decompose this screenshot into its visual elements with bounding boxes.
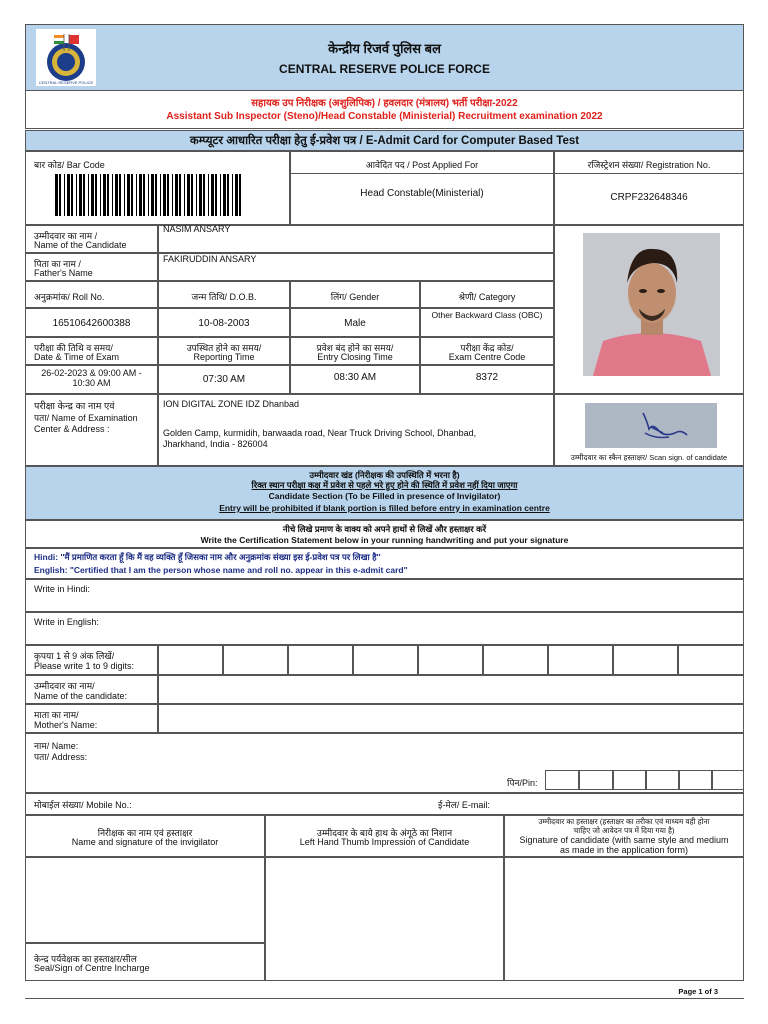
- centre-code-label-en: Exam Centre Code: [448, 352, 526, 362]
- invigilator-label-en: Name and signature of the invigilator: [71, 837, 219, 847]
- centre-address-l1: Golden Camp, kurmidih, barwaada road, Near Truck Driving School, Dhanbad,: [163, 428, 477, 438]
- digit-box[interactable]: [548, 645, 613, 675]
- statement-line2: Write the Certification Statement below in your running handwriting and put your signature: [200, 535, 569, 545]
- barcode-bar: [227, 174, 229, 216]
- barcode-bar: [112, 174, 113, 216]
- superintendent-box[interactable]: [25, 943, 265, 981]
- statement-hindi: Hindi: ''मैं प्रमाणित करता हूँ कि मैं वह व्यक्ति हूँ जिसका नाम और अनुक्रमांक संख्या इस ई-प्रवेश पत्र पर लिखा है'': [34, 552, 381, 562]
- cand-name-field[interactable]: [158, 675, 744, 704]
- dob-label-cell: [158, 281, 290, 308]
- barcode-bar: [83, 174, 85, 216]
- gender-label-cell: [290, 281, 420, 308]
- pin-label: पिन/Pin:: [507, 778, 538, 788]
- registration-cell: [554, 151, 744, 225]
- candidate-section-banner: [25, 466, 744, 520]
- category-label: श्रेणी/ Category: [458, 292, 516, 302]
- digits-label-hi: कृपया 1 से 9 अंक लिखें/: [34, 651, 115, 661]
- father-name: FAKIRUDDIN ANSARY: [163, 254, 257, 264]
- section-line2: रिक्त स्थान परीक्षा कक्ष में प्रवेश से पहले भरे हुए होने की स्थिति में प्रवेश नहीं दिया जाएगा: [251, 479, 518, 490]
- write-english-field[interactable]: [25, 612, 744, 645]
- cand-name-label-en: Name of the candidate:: [34, 691, 128, 701]
- address-label-l2: पता/ Name of Examination: [34, 413, 138, 423]
- exam-title-hindi: सहायक उप निरीक्षक (अशुलिपिक) / हवलदार (मंत्रालय) भर्ती परीक्षा-2022: [251, 98, 518, 109]
- digit-box[interactable]: [613, 645, 678, 675]
- closing-label-en: Entry Closing Time: [317, 352, 393, 362]
- centre-code-value-cell: [420, 365, 554, 394]
- write-english-label: Write in English:: [34, 617, 99, 627]
- cand-sign-label-en1: Signature of candidate (with same style and medium: [519, 835, 729, 845]
- section-line4: Entry will be prohibited if blank portion is filled before entry in examination centre: [219, 502, 550, 513]
- barcode-bar: [88, 174, 89, 216]
- title-hindi: केन्द्रीय रिजर्व पुलिस बल: [328, 41, 441, 56]
- barcode-bar: [103, 174, 106, 216]
- barcode-bar: [139, 174, 142, 216]
- post-label: आवेदित पद / Post Applied For: [365, 160, 479, 170]
- centre-name: ION DIGITAL ZONE IDZ Dhanbad: [163, 399, 300, 409]
- cand-sign-label-hi1: उम्मीदवार का हस्ताक्षर (हस्ताक्षर का तरीका एवं माध्यम वही होना: [538, 817, 710, 826]
- barcode-bar: [115, 174, 118, 216]
- digit-box[interactable]: [483, 645, 548, 675]
- reporting-value-cell: [158, 365, 290, 394]
- barcode-bar: [160, 174, 161, 216]
- gender-label: लिंग/ Gender: [330, 292, 380, 302]
- reporting-label-hi: उपस्थित होने का समय/: [186, 343, 262, 353]
- thumb-impression-box[interactable]: [265, 857, 504, 981]
- barcode-bar: [151, 174, 154, 216]
- barcode-bar: [179, 174, 181, 216]
- date-value-cell: [25, 365, 158, 394]
- barcode-bar: [119, 174, 121, 216]
- mother-field[interactable]: [158, 704, 744, 733]
- reporting-label-en: Reporting Time: [193, 352, 255, 362]
- barcode-bar: [79, 174, 82, 216]
- superintendent-label-hi: केन्द्र पर्यवेक्षक का हस्ताक्षर/सील: [34, 954, 137, 964]
- reporting-time: 07:30 AM: [202, 374, 246, 385]
- mother-label-hi: माता का नाम/: [34, 710, 79, 720]
- statement-header: [25, 520, 744, 548]
- closing-time: 08:30 AM: [333, 372, 377, 383]
- write-hindi-field[interactable]: [25, 579, 744, 612]
- name-label-cell: [25, 225, 158, 253]
- statement-text: [25, 548, 744, 579]
- digit-box[interactable]: [418, 645, 483, 675]
- name-addr-label-l1: नाम/ Name:: [34, 741, 79, 751]
- barcode-bar: [76, 174, 77, 216]
- digit-box[interactable]: [223, 645, 288, 675]
- roll-number: 16510642600388: [52, 318, 131, 329]
- roll-label-cell: [25, 281, 158, 308]
- candidate-sign-header: [504, 815, 744, 857]
- section-line3: Candidate Section (To be Filled in presence of Invigilator): [268, 491, 501, 501]
- barcode-bar: [191, 174, 193, 216]
- address-label-l3: Center & Address :: [34, 424, 110, 434]
- barcode-bar: [223, 174, 226, 216]
- pin-digit-box[interactable]: [712, 770, 744, 790]
- barcode-bar: [124, 174, 125, 216]
- cand-name-label-hi: उम्मीदवार का नाम/: [34, 681, 95, 691]
- write-hindi-label: Write in Hindi:: [34, 584, 90, 594]
- pin-digit-box[interactable]: [679, 770, 712, 790]
- invigilator-header: [25, 815, 265, 857]
- digit-box[interactable]: [288, 645, 353, 675]
- name-label-en: Name of the Candidate: [34, 240, 127, 250]
- category-value-cell: [420, 308, 554, 337]
- barcode-bar: [59, 174, 61, 216]
- pin-digit-box[interactable]: [613, 770, 646, 790]
- centre-code: 8372: [475, 372, 499, 383]
- digit-box[interactable]: [158, 645, 223, 675]
- centre-code-label-cell: [420, 337, 554, 365]
- barcode-bar: [95, 174, 97, 216]
- closing-value-cell: [290, 365, 420, 394]
- pin-digit-box[interactable]: [579, 770, 613, 790]
- registration-label: रजिस्ट्रेशन संख्या/ Registration No.: [587, 160, 711, 170]
- dob-value: 10-08-2003: [198, 318, 250, 329]
- barcode-bar: [155, 174, 157, 216]
- barcode-bar: [67, 174, 70, 216]
- date-label-en: Date & Time of Exam: [34, 352, 120, 362]
- scan-sign-label: उम्मीदवार का स्कैन हस्ताक्षर/ Scan sign. of candidate: [570, 453, 728, 462]
- barcode-bar: [239, 174, 241, 216]
- dob-label: जन्म तिथि/ D.O.B.: [191, 292, 257, 302]
- exam-title: [25, 91, 744, 129]
- admit-card-title: कम्प्यूटर आधारित परीक्षा हेतु ई-प्रवेश पत्र / E-Admit Card for Computer Based Test: [25, 130, 744, 151]
- barcode-bar: [175, 174, 178, 216]
- exam-date-line2: 10:30 AM: [72, 378, 111, 388]
- barcode-bar: [235, 174, 238, 216]
- barcode-bar: [220, 174, 221, 216]
- cand-name-label-cell: [25, 675, 158, 704]
- thumb-label-en: Left Hand Thumb Impression of Candidate: [299, 837, 470, 847]
- logo-text: CENTRAL RESERVE POLICE: [38, 80, 94, 85]
- digit-box[interactable]: [678, 645, 744, 675]
- barcode-bar: [143, 174, 145, 216]
- section-line1: उम्मीदवार खंड (निरीक्षक की उपस्थिति में भरना है): [309, 470, 460, 480]
- closing-label-cell: [290, 337, 420, 365]
- barcode-bar: [148, 174, 149, 216]
- invigilator-sign-box[interactable]: [25, 857, 265, 943]
- address-label-cell: [25, 394, 158, 466]
- barcode-bar: [196, 174, 197, 216]
- date-label-hi: परीक्षा की तिथि व समय/: [34, 343, 113, 353]
- barcode-bar: [232, 174, 233, 216]
- address-value-cell: [158, 394, 554, 466]
- address-label-l1: परीक्षा केन्द्र का नाम एवं: [34, 401, 115, 412]
- pin-digit-box[interactable]: [646, 770, 679, 790]
- scanned-signature: [585, 403, 717, 448]
- barcode-bar: [187, 174, 190, 216]
- gender-value-cell: [290, 308, 420, 337]
- barcode-label: बार कोड/ Bar Code: [34, 160, 105, 170]
- barcode-bar: [167, 174, 169, 216]
- father-label-cell: [25, 253, 158, 281]
- barcode-bar: [64, 174, 65, 216]
- thumb-header: [265, 815, 504, 857]
- digit-box[interactable]: [353, 645, 418, 675]
- exam-date-line1: 26-02-2023 & 09:00 AM -: [41, 368, 142, 378]
- crpf-logo-icon: [36, 29, 96, 86]
- roll-label: अनुक्रमांक/ Roll No.: [34, 292, 105, 302]
- gender-value: Male: [344, 318, 366, 329]
- cand-sign-label-en2: as made in the application form): [559, 845, 689, 855]
- name-value-cell: [158, 225, 554, 253]
- father-label-hi: पिता का नाम /: [34, 259, 81, 269]
- reporting-label-cell: [158, 337, 290, 365]
- category-label-cell: [420, 281, 554, 308]
- barcode-bar: [184, 174, 185, 216]
- mother-label-cell: [25, 704, 158, 733]
- name-addr-label-l2: पता/ Address:: [34, 752, 88, 762]
- barcode-bar: [131, 174, 133, 216]
- barcode-bar: [71, 174, 73, 216]
- invigilator-label-hi: निरीक्षक का नाम एवं हस्ताक्षर: [97, 828, 193, 838]
- barcode-bar: [100, 174, 101, 216]
- digits-label-cell: [25, 645, 158, 675]
- barcode-bar: [172, 174, 173, 216]
- name-label-hi: उम्मीदवार का नाम /: [34, 231, 98, 241]
- digits-label-en: Please write 1 to 9 digits:: [34, 661, 135, 671]
- barcode-bar: [107, 174, 109, 216]
- barcode-bar: [91, 174, 94, 216]
- post-cell: [290, 151, 554, 225]
- page-header: [25, 24, 744, 91]
- closing-label-hi: प्रवेश बंद होने का समय/: [316, 343, 394, 353]
- date-label-cell: [25, 337, 158, 365]
- signature-image: [585, 403, 717, 448]
- mobile-email-row[interactable]: [25, 793, 744, 815]
- father-label-en: Father's Name: [34, 268, 93, 278]
- barcode-bar: [211, 174, 214, 216]
- barcode-bar: [199, 174, 202, 216]
- candidate-photo: [583, 233, 720, 376]
- cand-sign-label-hi2: चाहिए जो आवेदन पत्र में दिया गया है): [573, 826, 675, 835]
- mobile-label: मोबाईल संख्या/ Mobile No.:: [34, 800, 132, 810]
- barcode-bar: [203, 174, 205, 216]
- barcode-bar: [55, 174, 58, 216]
- roll-value-cell: [25, 308, 158, 337]
- thumb-label-hi: उम्मीदवार के बाये हाथ के अंगूठे का निशान: [316, 828, 453, 838]
- centre-address-l2: Jharkhand, India - 826004: [163, 439, 268, 449]
- email-label: ई-मेल/ E-mail:: [438, 800, 490, 810]
- photo-image: [583, 233, 720, 376]
- barcode-bar: [163, 174, 166, 216]
- father-value-cell: [158, 253, 554, 281]
- barcode-bar: [127, 174, 130, 216]
- barcode-bar: [215, 174, 217, 216]
- barcode-bar: [208, 174, 209, 216]
- candidate-sign-box[interactable]: [504, 857, 744, 981]
- statement-english: English: "Certified that I am the person whose name and roll no. appear in this e-admit card": [34, 565, 408, 575]
- post-value: Head Constable(Ministerial): [360, 188, 484, 199]
- superintendent-label-en: Seal/Sign of Centre Incharge: [34, 963, 150, 973]
- barcode-bar: [136, 174, 137, 216]
- title-english: CENTRAL RESERVE POLICE FORCE: [279, 62, 490, 76]
- centre-code-label-hi: परीक्षा केंद्र कोड/: [460, 343, 514, 353]
- dob-value-cell: [158, 308, 290, 337]
- page-number: Page 1 of 3: [678, 987, 718, 996]
- pin-digit-box[interactable]: [545, 770, 579, 790]
- barcode-image: [55, 174, 241, 216]
- candidate-name: NASIM ANSARY: [163, 224, 231, 234]
- statement-line1: नीचे लिखे प्रमाण के वाक्य को अपने हाथों से लिखें और हस्ताक्षर करें: [282, 524, 487, 534]
- category-value: Other Backward Class (OBC): [431, 310, 543, 320]
- exam-title-english: Assistant Sub Inspector (Steno)/Head Constable (Ministerial) Recruitment examination 2022: [166, 111, 603, 122]
- footer: [25, 981, 744, 999]
- divider: [290, 173, 744, 174]
- registration-value: CRPF232648346: [610, 192, 688, 203]
- mother-label-en: Mother's Name:: [34, 720, 98, 730]
